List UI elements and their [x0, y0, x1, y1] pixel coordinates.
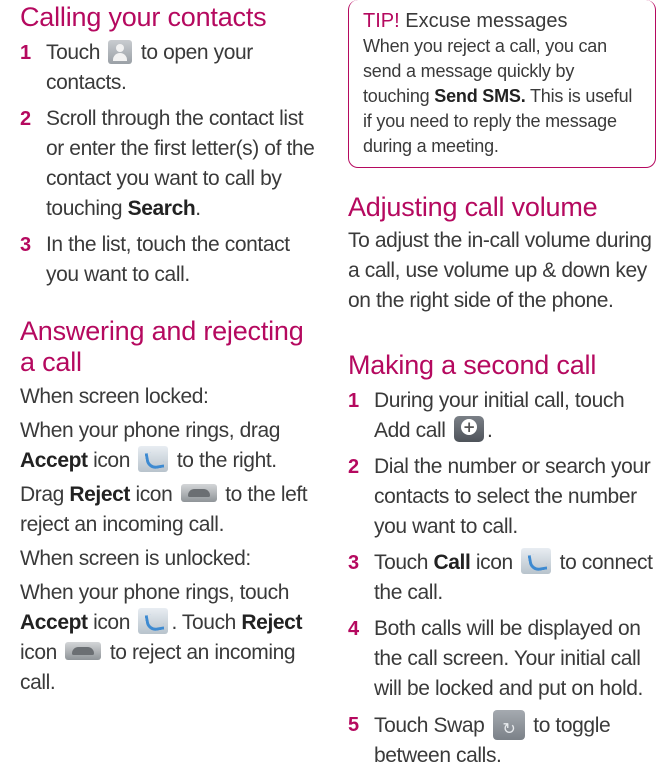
step-number: 3: [348, 552, 359, 574]
step-text: During your initial call, touch Add call: [374, 389, 625, 442]
second-call-heading: Making a second call: [348, 350, 597, 380]
second-step-5: [348, 710, 653, 771]
second-step-2: [348, 452, 653, 542]
locked-accept-paragraph: [20, 416, 325, 476]
second-step-1: [348, 386, 653, 446]
calling-contacts-heading: Calling your contacts: [20, 2, 267, 32]
reject-phone-icon: [181, 484, 217, 502]
calling-steps-list: [20, 38, 325, 290]
reject-phone-icon: [65, 642, 101, 660]
second-call-steps: [348, 386, 653, 771]
step-text: Touch Swap: [374, 714, 485, 737]
step-text: Dial the number or search your contacts to select the number you want to call.: [374, 455, 651, 538]
step-number: 1: [348, 390, 359, 412]
swap-icon: [493, 710, 525, 740]
send-sms-term: Send SMS.: [434, 86, 526, 106]
locked-label: When screen locked:: [20, 385, 209, 408]
tip-box: [348, 0, 656, 168]
tip-text: When you reject a call, you can send a message quickly by touching: [363, 36, 607, 106]
tip-heading: Excuse messages: [405, 10, 568, 32]
second-step-3: [348, 548, 653, 608]
para-text: to reject an incoming call.: [20, 641, 296, 694]
tip-label: TIP!: [363, 10, 400, 32]
locked-reject-paragraph: [20, 480, 325, 540]
calling-step-1: [20, 38, 325, 98]
left-column: [20, 0, 325, 698]
adjusting-volume-heading: Adjusting call volume: [348, 192, 598, 222]
step-text: .: [195, 197, 201, 220]
accept-term: Accept: [20, 611, 88, 634]
step-text: to toggle between calls.: [374, 714, 611, 767]
para-text: . Touch: [171, 611, 236, 634]
tip-body: [363, 34, 645, 159]
step-text: .: [486, 419, 493, 442]
reject-term: Reject: [241, 611, 303, 634]
step-number: 3: [20, 234, 31, 256]
para-text: Drag: [20, 483, 64, 506]
tip-title: [363, 8, 645, 34]
step-number: 2: [20, 108, 31, 130]
contacts-icon: [108, 40, 132, 64]
call-phone-icon: [521, 548, 551, 574]
step-text: to open your contacts.: [46, 41, 253, 94]
step-text: In the list, touch the contact you want to call.: [46, 233, 290, 286]
para-text: When your phone rings, drag: [20, 419, 281, 442]
call-term: Call: [433, 551, 471, 574]
calling-step-2: [20, 104, 325, 224]
para-text: When your phone rings, touch: [20, 581, 289, 604]
para-text: icon: [20, 641, 57, 664]
search-term: Search: [127, 197, 196, 220]
add-call-icon: [454, 416, 484, 442]
unlocked-label: When screen is unlocked:: [20, 547, 251, 570]
step-text: Scroll through the contact list or enter the first letter(s) of the contact you want to call by touching: [46, 107, 315, 220]
step-text: to connect the call.: [374, 551, 653, 604]
right-column: [348, 0, 653, 771]
step-text: icon: [475, 551, 513, 574]
tip-text: This is useful if you need to reply the message during a meeting.: [363, 86, 633, 156]
para-text: icon: [135, 483, 173, 506]
second-step-4: [348, 614, 653, 704]
step-number: 5: [348, 714, 359, 736]
accept-phone-icon: [138, 608, 168, 634]
para-text: to the right.: [176, 449, 277, 472]
answering-rejecting-heading: Answering and rejecting a call: [20, 316, 304, 377]
unlocked-paragraph: [20, 578, 325, 698]
accept-term: Accept: [20, 449, 88, 472]
step-text: Touch: [46, 41, 101, 64]
para-text: to the left reject an incoming call.: [20, 483, 308, 536]
reject-term: Reject: [69, 483, 130, 506]
step-number: 4: [348, 618, 359, 640]
calling-step-3: [20, 230, 325, 290]
accept-phone-icon: [138, 446, 168, 472]
step-text: Touch: [374, 551, 429, 574]
step-number: 1: [20, 42, 31, 64]
step-number: 2: [348, 456, 359, 478]
para-text: icon: [93, 449, 130, 472]
volume-paragraph: To adjust the in-call volume during a call, use volume up & down key on the right side of the phone.: [348, 229, 652, 312]
answering-body: [20, 382, 325, 698]
step-text: Both calls will be displayed on the call screen. Your initial call will be locked and put on hold.: [374, 617, 643, 700]
para-text: icon: [93, 611, 130, 634]
